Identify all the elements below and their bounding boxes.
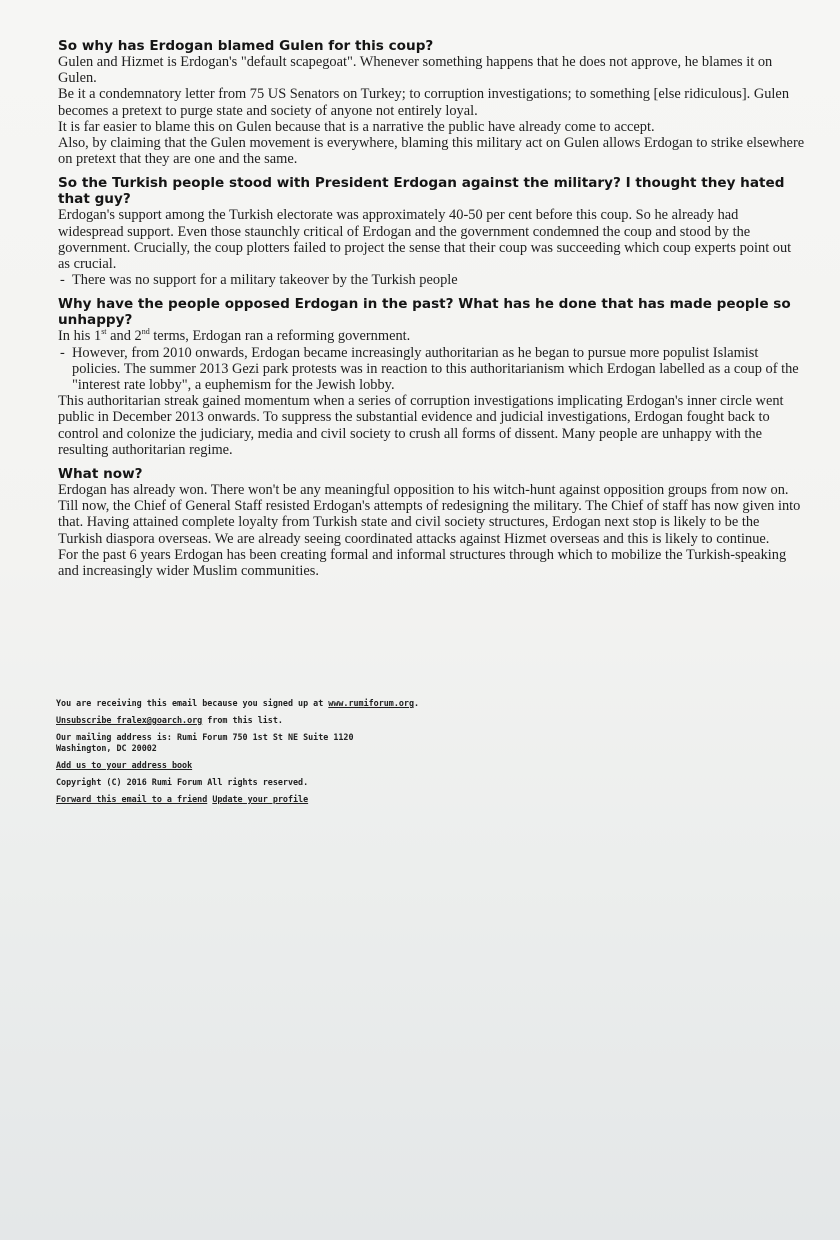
mailing-address-line1: Our mailing address is: Rumi Forum 750 1st St NE Suite 1120 — [56, 732, 354, 742]
signup-text: You are receiving this email because you signed up at — [56, 698, 329, 708]
section-heading: Why have the people opposed Erdogan in the past? What has he done that has made people so unhappy? — [58, 296, 791, 329]
forward-link[interactable]: Forward this email to a friend — [56, 794, 208, 804]
terms-post: terms, Erdogan ran a reforming government. — [149, 328, 411, 345]
section-turkish-people — [58, 175, 806, 288]
terms-pre: In his 1 — [58, 328, 102, 345]
terms-paragraph — [58, 328, 806, 344]
bullet-item: - However, from 2010 onwards, Erdogan became increasingly authoritarian as he began to pursue more populist Islamist policies. The summer 2013 Gezi park protests was in reaction to this authoritarianism which Erdogan labelled as a coup of the "interest rate lobby", a euphemism for the Jewish lobby. — [58, 345, 806, 394]
terms-sup1: st — [101, 327, 107, 337]
bullet-item: - There was no support for a military takeover by the Turkish people — [58, 272, 806, 288]
paragraph: This authoritarian streak gained momentum when a series of corruption investigations implicating Erdogan's inner circle went public in December 2013 onwards. To suppress the substantial evidence and judicial investigations, Erdogan fought back to control and colonize the judiciary, media and civil society to crush all forms of dissent. Many people are unhappy with the resulting authoritarian regime. — [58, 393, 784, 458]
paragraph: Also, by claiming that the Gulen movement is everywhere, blaming this military act on Gulen allows Erdogan to strike elsewhere on pretext that they are one and the same. — [58, 135, 805, 168]
update-profile-link[interactable]: Update your profile — [212, 794, 309, 804]
signup-notice — [56, 698, 576, 709]
unsubscribe-line — [56, 715, 576, 726]
unsubscribe-rest: from this list. — [202, 715, 283, 725]
address-book-line — [56, 760, 576, 771]
paragraph: Be it a condemnatory letter from 75 US Senators on Turkey; to corruption investigations; to something [else ridiculous]. Gulen becomes a pretext to purge state and society of anyone not entirely loyal. — [58, 86, 790, 119]
copyright-line: Copyright (C) 2016 Rumi Forum All rights reserved. — [56, 777, 309, 787]
terms-mid: and 2 — [106, 328, 142, 345]
signup-end: . — [414, 698, 420, 708]
unsubscribe-link[interactable]: Unsubscribe fralex@goarch.org — [56, 715, 203, 725]
section-heading: So the Turkish people stood with President Erdogan against the military? I thought they hated that guy? — [58, 175, 785, 208]
paragraph: Erdogan's support among the Turkish electorate was approximately 40-50 per cent before this coup. So he already had widespread support. Even those staunchly critical of Erdogan and the government condemned the coup and stood by the government. Crucially, the coup plotters failed to project the sense that their coup was succeeding which coup experts point out as crucial. — [58, 207, 792, 273]
terms-sup2: nd — [141, 327, 150, 337]
mailing-address-line2: Washington, DC 20002 — [56, 743, 157, 753]
forward-update-line — [56, 794, 576, 805]
section-blame-gulen — [58, 38, 806, 167]
section-what-now — [58, 466, 806, 579]
address-book-link[interactable]: Add us to your address book — [56, 760, 193, 770]
rumiforum-link[interactable]: www.rumiforum.org — [328, 698, 414, 708]
section-heading: What now? — [58, 466, 143, 483]
paragraph: Erdogan has already won. There won't be any meaningful opposition to his witch-hunt against opposition groups from now on. Till now, the Chief of General Staff resisted Erdogan's attempts of redesigning the military. The Chief of staff has now given into that. Having attained complete loyalty from Turkish state and civil society structures, Erdogan next stop is likely to be the Turkish diaspora overseas. We are already seeing coordinated attacks against Hizmet overseas and this is likely to continue. — [58, 482, 801, 547]
paragraph: For the past 6 years Erdogan has been creating formal and informal structures through which to mobilize the Turkish-speaking and increasingly wider Muslim communities. — [58, 546, 787, 580]
section-opposition-past — [58, 296, 806, 458]
paragraph: It is far easier to blame this on Gulen because that is a narrative the public have already come to accept. — [58, 118, 655, 135]
email-footer — [56, 698, 576, 805]
paragraph: Gulen and Hizmet is Erdogan's "default scapegoat". Whenever something happens that he does not approve, he blames it on Gulen. — [58, 54, 773, 87]
section-heading: So why has Erdogan blamed Gulen for this coup? — [58, 38, 434, 54]
